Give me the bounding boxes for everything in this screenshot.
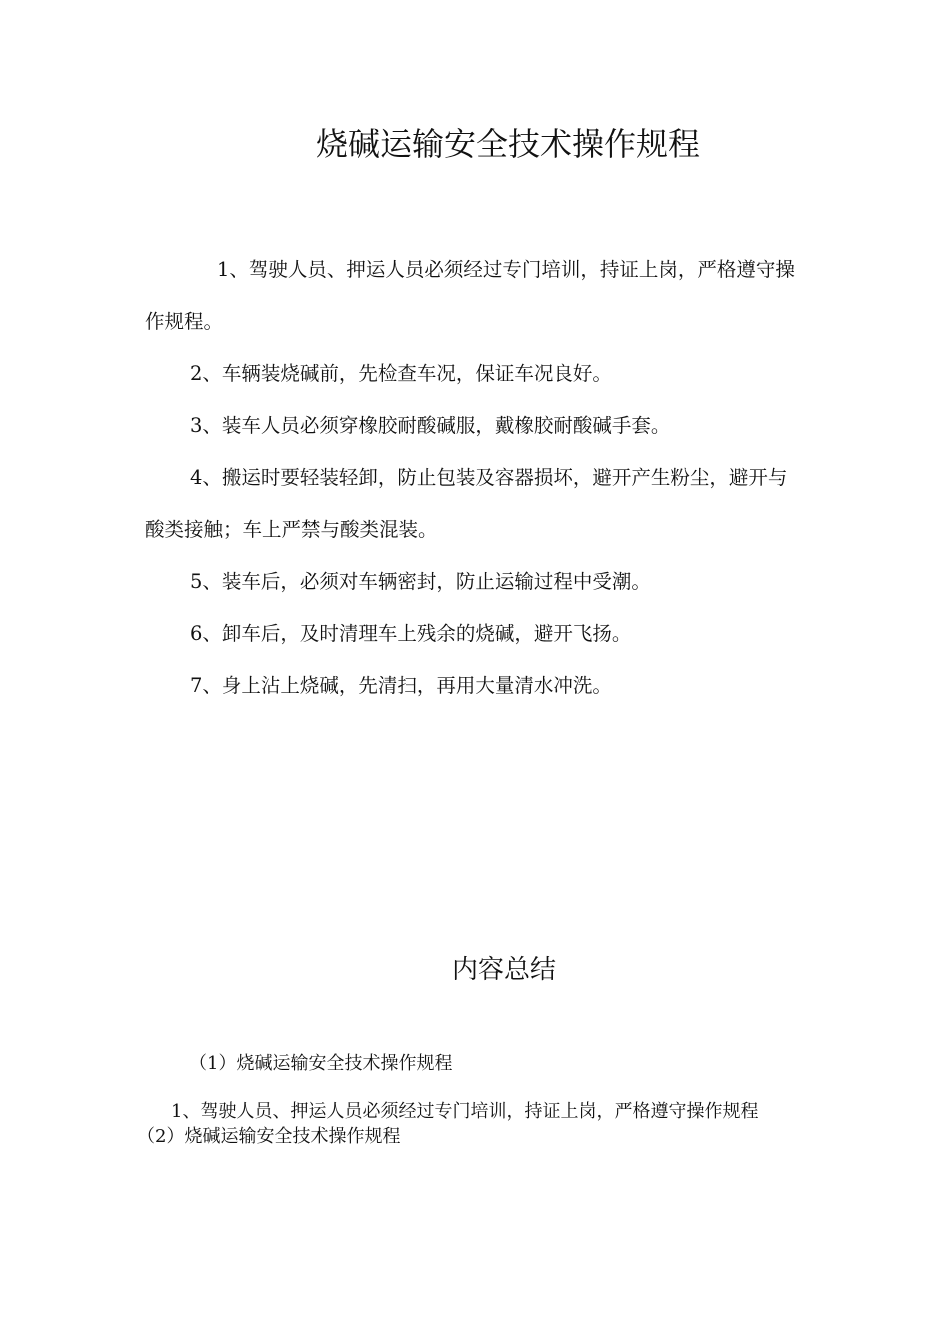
rule-item-3: 3、装车人员必须穿橡胶耐酸碱服，戴橡胶耐酸碱手套。 bbox=[190, 414, 671, 437]
document-title: 烧碱运输安全技术操作规程 bbox=[315, 125, 700, 163]
rule-item-4: 4、搬运时要轻装轻卸，防止包装及容器损坏，避开产生粉尘，避开与酸类接触；车上严禁与酸类混装。 bbox=[145, 466, 788, 541]
summary-item-1-body: 1、驾驶人员、押运人员必须经过专门培训，持证上岗，严格遵守操作规程 bbox=[171, 1101, 759, 1122]
rule-item-7: 7、身上沾上烧碱，先清扫，再用大量清水冲洗。 bbox=[190, 674, 612, 697]
summary-item-1-heading: （1）烧碱运输安全技术操作规程 bbox=[189, 1053, 453, 1074]
rule-item-1: 1、驾驶人员、押运人员必须经过专门培训，持证上岗，严格遵守操作规程。 bbox=[145, 258, 795, 333]
rules-list bbox=[145, 244, 795, 712]
summary-section bbox=[137, 1050, 810, 1150]
rule-item-6: 6、卸车后，及时清理车上残余的烧碱，避开飞扬。 bbox=[190, 622, 632, 645]
summary-title: 内容总结 bbox=[451, 955, 556, 985]
rule-item-2: 2、车辆装烧碱前，先检查车况，保证车况良好。 bbox=[190, 362, 612, 385]
rule-item-5: 5、装车后，必须对车辆密封，防止运输过程中受潮。 bbox=[190, 570, 651, 593]
summary-item-2-heading: （2）烧碱运输安全技术操作规程 bbox=[137, 1126, 401, 1147]
